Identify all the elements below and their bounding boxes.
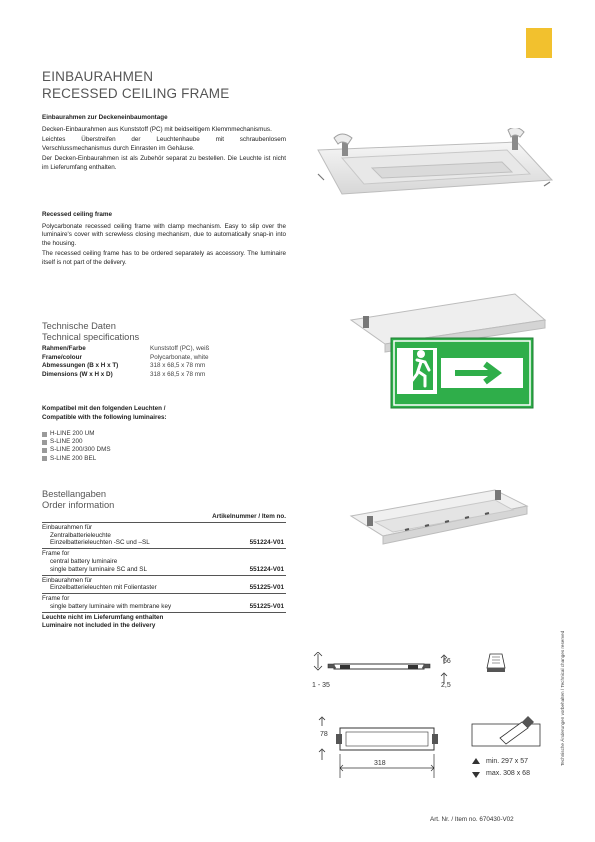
side-note [560, 616, 568, 766]
compat-item-label: S-LINE 200 [50, 438, 83, 446]
spec-value: Kunststoff (PC), weiß [150, 345, 210, 352]
table-row [42, 594, 286, 613]
description-de-paragraph: Der Decken-Einbaurahmen ist als Zubehör separat zu bestellen. Die Leuchte ist nicht im Lieferumfang enthalten. [42, 155, 286, 171]
tech-spec-table [42, 345, 209, 379]
order-line: Einzelbatterieleuchten -SC und –SL [50, 539, 150, 547]
compat-heading [42, 405, 167, 422]
spec-row [42, 345, 209, 354]
table-row [42, 549, 286, 575]
bullet-square-icon [42, 456, 47, 461]
tech-title-en: Technical specifications [42, 331, 140, 342]
saw-icon [500, 722, 528, 744]
tech-title-de: Technische Daten [42, 321, 116, 331]
spec-key: Abmessungen (B x H x T) [42, 362, 119, 370]
drawing-end-view [484, 652, 508, 678]
order-line: central battery luminaire [50, 557, 118, 565]
list-item [42, 430, 111, 438]
product-photo-frame-luminaire [345, 486, 545, 548]
compat-heading-de: Kompatibel mit den folgenden Leuchten / [42, 405, 166, 412]
order-line: single battery luminaire with membrane key [50, 602, 172, 610]
drawing-side-view [310, 652, 460, 696]
spec-row [42, 362, 209, 371]
description-de-heading: Einbaurahmen zur Deckeneinbaumontage [42, 114, 168, 121]
order-line: Zentralbatterieleuchte [50, 531, 111, 539]
article-number: 551225-V01 [249, 584, 284, 592]
spec-row [42, 354, 209, 363]
order-line: Einbaurahmen für [42, 523, 93, 531]
cutout-dimension-markers [470, 756, 482, 780]
order-title-en: Order information [42, 499, 115, 510]
order-line: Einzelbatterieleuchten mit Folientaster [50, 584, 157, 592]
description-de-paragraph: Leichtes Überstreifen der Leuchtenhaube mit schraubenlosem Verschlussmechanismus durch Einrasten im Gehäuse. [42, 136, 286, 152]
order-footnote-en: Luminaire not included in the delivery [42, 621, 156, 629]
compat-heading-en: Compatible with the following luminaires: [42, 413, 167, 421]
description-de-paragraph: Decken-Einbaurahmen aus Kunststoff (PC) mit beidseitigem Klemmmechanismus. [42, 125, 272, 133]
spec-key: Frame/colour [42, 353, 82, 361]
table-row [42, 523, 286, 549]
spec-value: 318 x 68,5 x 78 mm [150, 362, 206, 370]
compat-item-label: S-LINE 200 BEL [50, 454, 97, 462]
dim-66-label: 66 [443, 658, 451, 665]
list-item [42, 438, 111, 446]
compat-item-label: H-LINE 200 UM [50, 430, 95, 437]
article-number: 551225-V01 [249, 602, 284, 610]
brand-color-square [526, 28, 552, 58]
article-number: 551224-V01 [249, 539, 284, 547]
drawing-ceiling-cutout [470, 708, 550, 750]
description-en [42, 211, 286, 270]
compat-item-label: S-LINE 200/300 DMS [50, 446, 111, 454]
bullet-square-icon [42, 432, 47, 437]
product-photo-frame [312, 128, 562, 200]
description-en-paragraph: The recessed ceiling frame has to be ordered separately as accessory. The luminaire itself is not part of the delivery. [42, 250, 286, 266]
bullet-square-icon [42, 448, 47, 453]
side-note-text: Technische Änderungen vorbehalten / Technical changes reserved [560, 630, 565, 766]
page-title [42, 68, 229, 102]
description-en-heading: Recessed ceiling frame [42, 211, 113, 218]
spec-value: Polycarbonate, white [150, 353, 209, 361]
title-de: EINBAURAHMEN [42, 69, 154, 84]
order-footnote-de: Leuchte nicht im Lieferumfang enthalten [42, 613, 164, 621]
order-table [42, 513, 286, 629]
dim-318-label: 318 [374, 760, 386, 767]
spec-key: Dimensions (W x H x D) [42, 370, 113, 378]
dim-2-5-label: 2,5 [441, 682, 451, 689]
order-line: Einbaurahmen für [42, 576, 93, 584]
list-item [42, 446, 111, 454]
document-item-number: Art. Nr. / Item no. 670430-V02 [430, 816, 514, 823]
cutout-max-label: max. 308 x 68 [486, 770, 530, 777]
article-number: 551224-V01 [249, 565, 284, 573]
title-en: RECESSED CEILING FRAME [42, 86, 230, 101]
bullet-square-icon [42, 440, 47, 445]
order-line: Frame for [42, 595, 70, 603]
list-item [42, 455, 111, 463]
drawing-top-view [316, 716, 446, 782]
order-column-header: Artikelnummer / Item no. [42, 513, 286, 523]
running-man-icon [417, 350, 425, 358]
dim-1-35-label: 1 - 35 [312, 682, 330, 689]
description-en-paragraph: Polycarbonate recessed ceiling frame with clamp mechanism. Easy to slip over the luminaire's cover with screwless closing mechanism, due to automatically snap-in into the housing. [42, 222, 286, 247]
cutout-min-label: min. 297 x 57 [486, 758, 529, 765]
order-line: single battery luminaire SC and SL [50, 565, 147, 573]
description-de [42, 114, 286, 175]
table-row [42, 576, 286, 595]
order-footnote [42, 613, 286, 630]
spec-key: Rahmen/Farbe [42, 345, 86, 352]
spec-row [42, 371, 209, 380]
tech-section-title [42, 321, 139, 342]
order-section-title [42, 489, 114, 510]
dim-78-label: 78 [320, 731, 328, 738]
order-title-de: Bestellangaben [42, 489, 107, 499]
compat-list [42, 430, 111, 463]
spec-value: 318 x 68,5 x 78 mm [150, 370, 206, 378]
order-line: Frame for [42, 550, 70, 558]
product-photo-exit-luminaire [345, 292, 555, 412]
